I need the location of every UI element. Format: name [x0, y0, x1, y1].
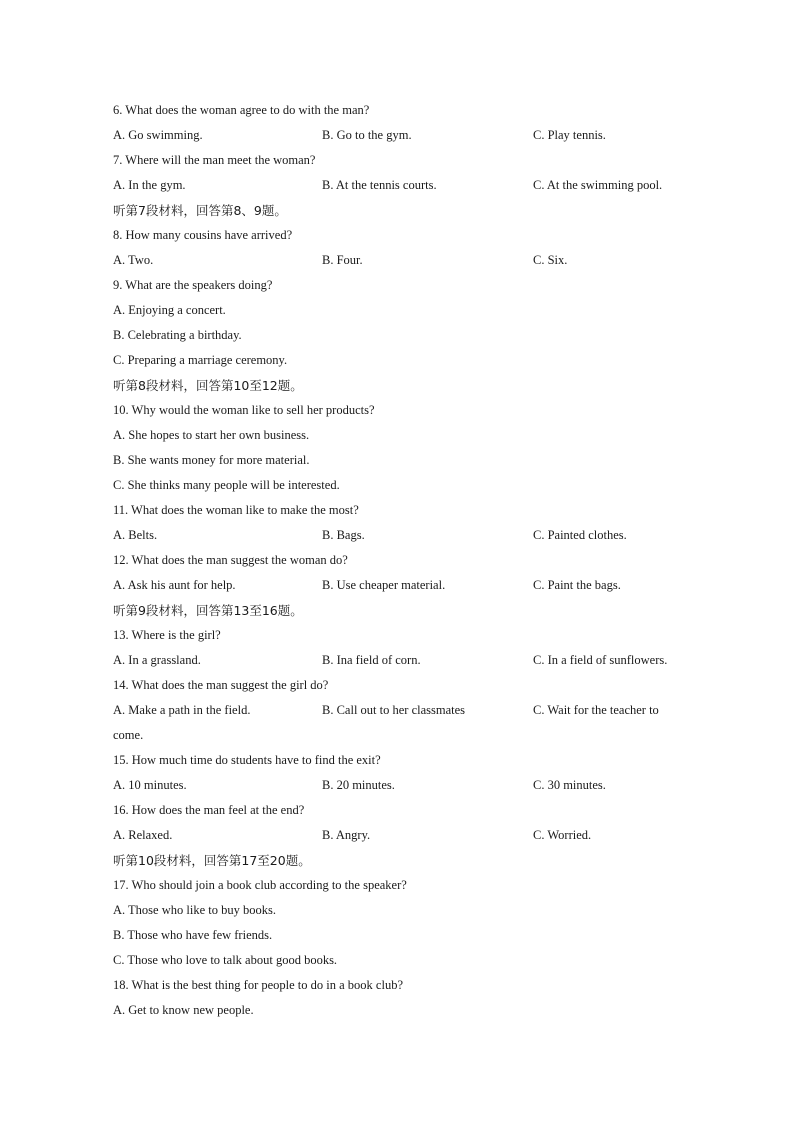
options-14	[113, 698, 713, 723]
option-9c: C. Preparing a marriage ceremony.	[113, 353, 288, 367]
option-b: B. Use cheaper material.	[322, 578, 446, 592]
section-heading-8: 听第8段材料，回答第10至12题。	[113, 378, 303, 393]
option-c: C. Play tennis.	[533, 128, 606, 142]
options-11	[113, 523, 713, 548]
option-9b: B. Celebrating a birthday.	[113, 328, 242, 342]
option-c: C. 30 minutes.	[533, 778, 606, 792]
option-c: C. Painted clothes.	[533, 528, 627, 542]
options-6	[113, 123, 713, 148]
options-16	[113, 823, 713, 848]
question-18: 18. What is the best thing for people to do in a book club?	[113, 978, 403, 992]
question-10: 10. Why would the woman like to sell her products?	[113, 403, 375, 417]
option-17b: B. Those who have few friends.	[113, 928, 273, 942]
question-13: 13. Where is the girl?	[113, 628, 221, 642]
section-heading-9: 听第9段材料，回答第13至16题。	[113, 603, 303, 618]
option-c: C. Wait for the teacher to	[533, 703, 659, 717]
option-c: C. Worried.	[533, 828, 592, 842]
option-a: A. Go swimming.	[113, 128, 203, 142]
option-c: C. In a field of sunflowers.	[533, 653, 668, 667]
question-15: 15. How much time do students have to find the exit?	[113, 753, 381, 767]
option-c: C. Paint the bags.	[533, 578, 621, 592]
option-b: B. At the tennis courts.	[322, 178, 437, 192]
option-c: C. Six.	[533, 253, 568, 267]
option-b: B. Go to the gym.	[322, 128, 412, 142]
option-b: B. Bags.	[322, 528, 365, 542]
option-9a: A. Enjoying a concert.	[113, 303, 226, 317]
question-8: 8. How many cousins have arrived?	[113, 228, 293, 242]
option-14c-continued: come.	[113, 728, 144, 742]
question-14: 14. What does the man suggest the girl do?	[113, 678, 329, 692]
option-b: B. Call out to her classmates	[322, 703, 466, 717]
option-17c: C. Those who love to talk about good books.	[113, 953, 338, 967]
options-7	[113, 173, 713, 198]
option-b: B. Ina field of corn.	[322, 653, 421, 667]
option-a: A. In the gym.	[113, 178, 186, 192]
option-10b: B. She wants money for more material.	[113, 453, 310, 467]
options-12	[113, 573, 713, 598]
option-a: A. Make a path in the field.	[113, 703, 251, 717]
question-11: 11. What does the woman like to make the most?	[113, 503, 359, 517]
option-a: A. Relaxed.	[113, 828, 173, 842]
option-a: A. Two.	[113, 253, 154, 267]
option-10a: A. She hopes to start her own business.	[113, 428, 310, 442]
question-16: 16. How does the man feel at the end?	[113, 803, 305, 817]
option-10c: C. She thinks many people will be interested.	[113, 478, 340, 492]
question-7: 7. Where will the man meet the woman?	[113, 153, 316, 167]
question-12: 12. What does the man suggest the woman do?	[113, 553, 348, 567]
option-a: A. Belts.	[113, 528, 158, 542]
option-c: C. At the swimming pool.	[533, 178, 663, 192]
options-13	[113, 648, 713, 673]
options-15	[113, 773, 713, 798]
option-b: B. 20 minutes.	[322, 778, 395, 792]
section-heading-10: 听第10段材料，回答第17至20题。	[113, 853, 311, 868]
option-a: A. 10 minutes.	[113, 778, 187, 792]
option-18a: A. Get to know new people.	[113, 1003, 254, 1017]
question-17: 17. Who should join a book club according to the speaker?	[113, 878, 407, 892]
option-b: B. Four.	[322, 253, 363, 267]
exam-page	[113, 98, 713, 1023]
question-6: 6. What does the woman agree to do with the man?	[113, 103, 370, 117]
question-9: 9. What are the speakers doing?	[113, 278, 273, 292]
option-17a: A. Those who like to buy books.	[113, 903, 276, 917]
options-8	[113, 248, 713, 273]
option-b: B. Angry.	[322, 828, 371, 842]
section-heading-7: 听第7段材料，回答第8、9题。	[113, 203, 287, 218]
option-a: A. In a grassland.	[113, 653, 201, 667]
option-a: A. Ask his aunt for help.	[113, 578, 236, 592]
